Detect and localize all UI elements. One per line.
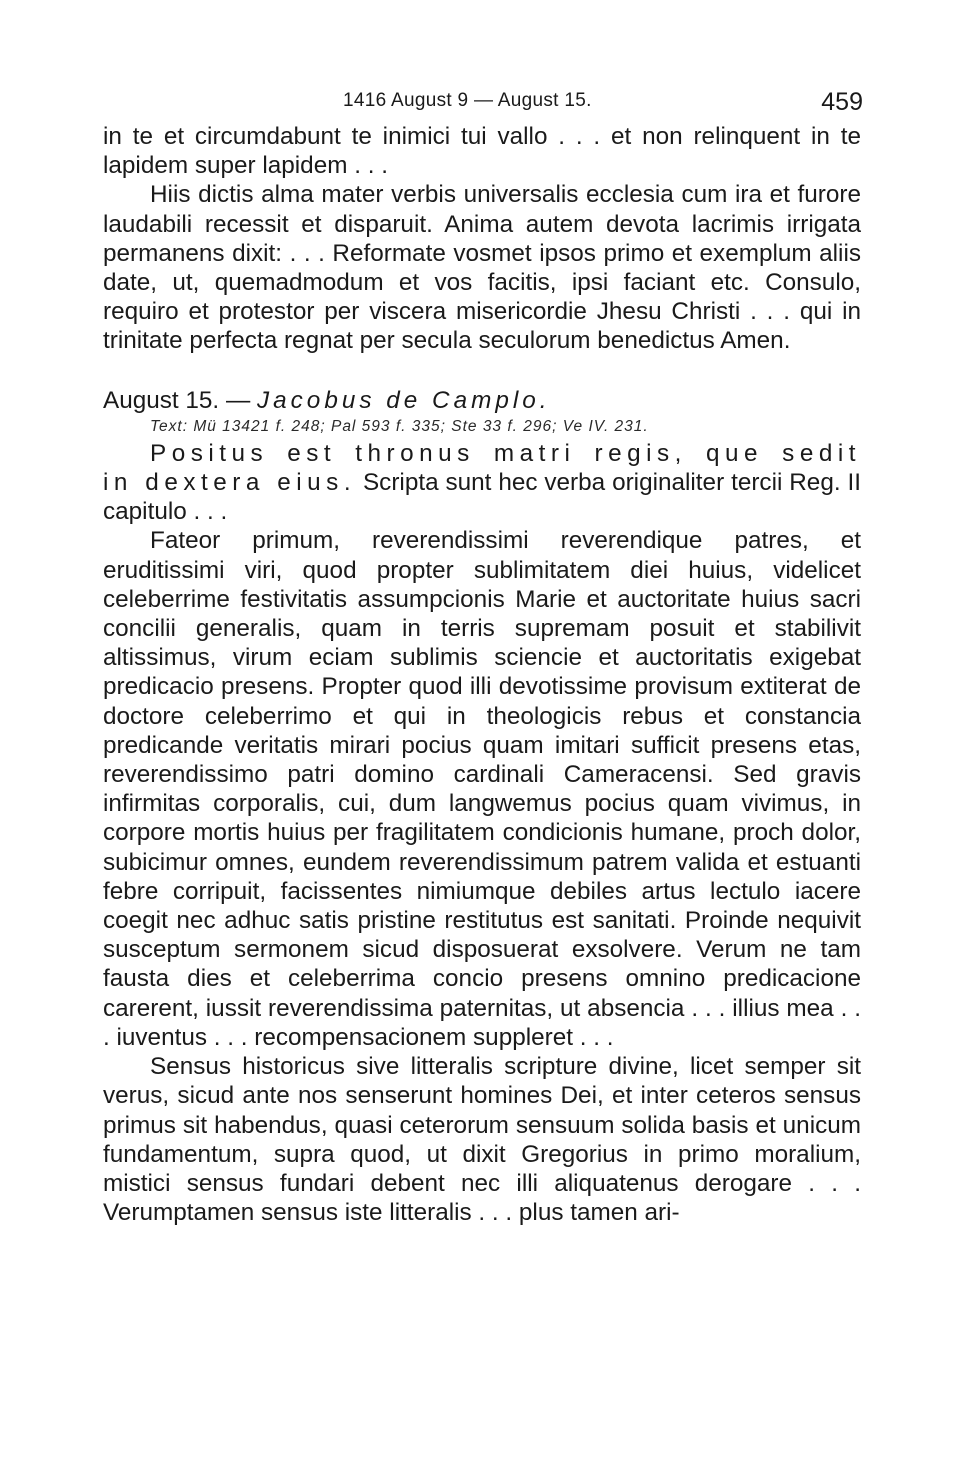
paragraph-3: Fateor primum, reverendissimi reverendique patres, et eruditissimi viri, quod propter sublimitatem diei huius, videlicet celeberrime festivitatis assumpcionis Marie et auctoritate huius sacri concilii generalis, quam in terris supremam posuit et stabilivit altissimus, virum eciam sublimis sciencie et auctoritatis exigebat predicacio presens. Propter quod illi devotissime provisum extiterat de doctore celeberrimo et qui in theologicis rebus et constancia predicande veritatis mirari pocius quam imitari sufficit presens etas, reverendissimo patri domino cardinali Cameracensi. Sed gravis infirmitas corporalis, cui, dum langwemus pocius quam vivimus, in corpore mortis huius per fragilitatem condicionis humane, proch dolor, subicimur omnes, eundem reverendissimum patrem valida et estuanti febre corripuit, facissentes nimiumque debiles artus lectulo iacere coegit nec adhuc satis pristine restitutus est sanitati. Proinde nequivit susceptum sermonem sicud disposuerat exsolvere. Verum ne tam fausta dies et celeberrima concio presens omnino predicacione carerent, iussit reverendissima paternitas, ut absencia . . . illius mea . . . iuventus . . . recompensacionem suppleret . . . bbox=[103, 527, 861, 1051]
entry-date: August 15. bbox=[103, 386, 220, 414]
entry-dash: — bbox=[225, 386, 251, 414]
incipit-spaced-text: Positus est thronus matri regis, que sedit in dextera eius. bbox=[103, 439, 861, 497]
incipit-rest-text: Scripta sunt hec verba originaliter tercii Reg. II capitulo . . . bbox=[103, 469, 861, 526]
paragraph-1: in te et circumdabunt te inimici tui vallo . . . et non relinquent in te lapidem super lapidem . . . bbox=[103, 123, 861, 180]
book-page bbox=[103, 82, 861, 1227]
paragraph-2: Hiis dictis alma mater verbis universalis ecclesia cum ira et furore laudabili recessit et disparuit. Anima autem devota lacrimis irrigata permanens dixit: . . . Reformate vosmet ipsos primo et exemplum aliis date, ut, quemadmodum et vos facitis, ipsi faciant etc. Consulo, requiro et protestor per viscera misericordie Jhesu Christi . . . qui in trinitate perfecta regnat per secula seculorum benedictus Amen. bbox=[103, 181, 861, 355]
paragraph-4: Sensus historicus sive litteralis scripture divine, licet semper sit verus, sicud ante nos senserunt homines Dei, et inter ceteros sensus primus sit habendus, quasi ceterorum sensuum solida basis et unicum fundamentum, supra quod, ut dixit Gregorius in primo moralium, mistici sensus fundari debent nec illi aliquatenus derogare . . . Verumptamen sensus iste litteralis . . . plus tamen ari- bbox=[103, 1053, 861, 1227]
sermon-author: Jacobus de Camplo. bbox=[257, 386, 551, 414]
page-body bbox=[103, 122, 861, 1227]
running-head: 1416 August 9 — August 15. bbox=[343, 90, 592, 111]
page-number: 459 bbox=[821, 88, 863, 116]
page-header bbox=[103, 82, 861, 122]
section-gap bbox=[103, 356, 861, 386]
sermon-incipit bbox=[103, 439, 861, 527]
manuscript-sources: Text: Mü 13421 f. 248; Pal 593 f. 335; Ste 33 f. 296; Ve IV. 231. bbox=[150, 417, 649, 435]
entry-heading bbox=[103, 386, 861, 415]
